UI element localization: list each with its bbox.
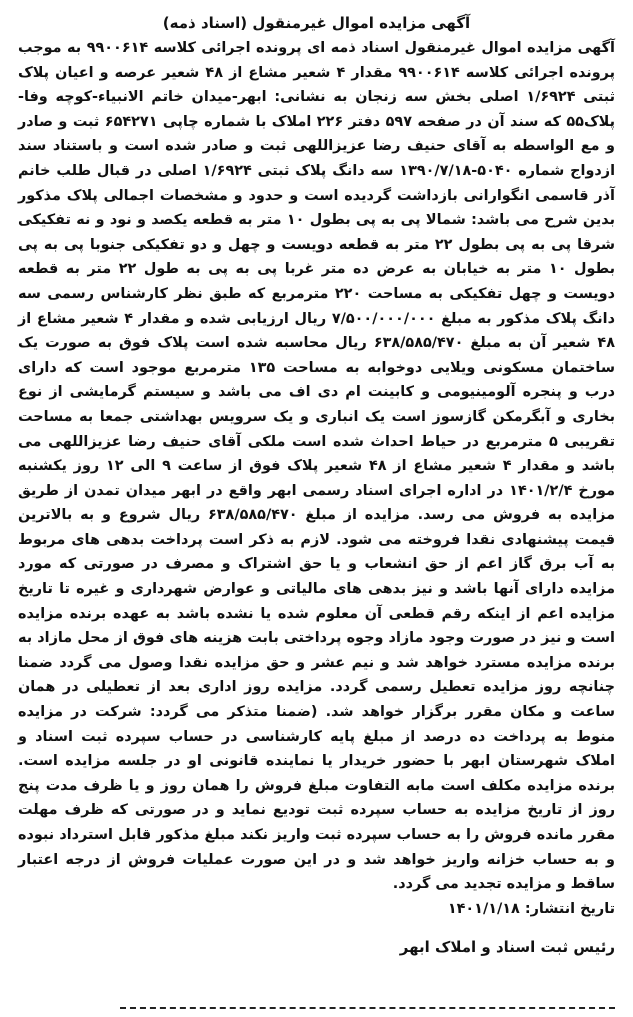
bottom-divider xyxy=(120,1007,615,1009)
notice-body: آگهی مزایده اموال غیرمنقول اسناد ذمه ای پرونده اجرائی کلاسه ۹۹۰۰۶۱۴ به موجب پرونده اجرائی کلاسه ۹۹۰۰۶۱۴ مقدار ۴ شعیر مشاع از ۴۸ شعیر عرصه و اعیان پلاک ثبتی ۱/۶۹۲۴ اصلی بخش سه زنجان به نشانی: ابهر-میدان خاتم الانبیاء-کوچه وفا-پلاک۵۵ که سند آن در صفحه ۵۹۷ دفتر ۲۲۶ املاک با شماره چاپی ۶۵۴۲۷۱ ثبت و صادر و مع الواسطه به آقای حنیف رضا عزیزاللهی ثبت و صادر شده است و باستناد سند ازدواج شماره ۵۰۴۰-۱۳۹۰/۷/۱۸ سه دانگ پلاک ثبتی ۱/۶۹۲۴ اصلی در قبال طلب خانم آذر قاسمی انگوارانی بازداشت گردیده است و حدود و مشخصات اجمالی پلاک مذکور بدین شرح می باشد: شمالا پی به پی بطول ۱۰ متر به قطعه یکصد و نود و نه تفکیکی شرقا پی به پی بطول ۲۲ متر به قطعه دویست و چهل و دو تفکیکی جنوبا پی به پی بطول ۱۰ متر به خیابان به عرض ده متر غربا پی به پی به طول ۲۲ متر به قطعه دویست و چهل تفکیکی به مساحت ۲۲۰ مترمربع که طبق نظر کارشناس رسمی سه دانگ پلاک مذکور به مبلغ ۷/۵۰۰/۰۰۰/۰۰۰ ریال ارزیابی شده و مقدار ۴ شعیر مشاع از ۴۸ شعیر آن به مبلغ ۶۳۸/۵۸۵/۴۷۰ ریال محاسبه شده است پلاک فوق به صورت یک ساختمان مسکونی ویلایی دوخوابه به مساحت ۱۳۵ مترمربع موجود است که دارای درب و پنجره آلومینیومی و کابینت ام دی اف می باشد و سیستم گرمایشی از نوع بخاری و آبگرمکن گازسوز است یک انباری و یک سرویس بهداشتی جمعا به مساحت تقریبی ۵ مترمربع در حیاط احداث شده است ملکی آقای حنیف رضا عزیزاللهی می باشد و مقدار ۴ شعیر مشاع از ۴۸ شعیر پلاک فوق از ساعت ۹ الی ۱۲ روز یکشنبه مورخ ۱۴۰۱/۲/۴ در اداره اجرای اسناد رسمی ابهر واقع در ابهر میدان تمدن از طریق مزایده به فروش می رسد. مزایده از مبلغ ۶۳۸/۵۸۵/۴۷۰ ریال شروع و به بالاترین قیمت پیشنهادی نقدا فروخته می شود. لازم به ذکر است پرداخت بدهی های مربوط به آب برق گاز اعم از حق انشعاب و یا حق اشتراک و مصرف در صورتی که مورد مزایده دارای آنها باشد و نیز بدهی های مالیاتی و عوارض شهرداری و غیره تا تاریخ مزایده اعم از اینکه رقم قطعی آن معلوم شده یا نشده باشد به عهده برنده مزایده است و نیز در صورت وجود مازاد وجوه پرداختی بابت هزینه های فوق از محل مازاد به برنده مزایده مسترد خواهد شد و نیم عشر و حق مزایده نقدا وصول می گردد ضمنا چنانچه روز مزایده تعطیل رسمی گردد. مزایده روز اداری بعد از تعطیلی در همان ساعت و مکان مقرر برگزار خواهد شد. (ضمنا متذکر می گردد: شرکت در مزایده منوط به پرداخت ده درصد از مبلغ پایه کارشناسی در حساب سپرده ثبت اسناد و املاک شهرستان ابهر با حضور خریدار یا نماینده قانونی او در جلسه مزایده است. برنده مزایده مکلف است مابه التفاوت مبلغ فروش را همان روز و یا ظرف مدت پنج روز از تاریخ مزایده به حساب سپرده ثبت تودیع نماید و در صورتی که ظرف مهلت مقرر مانده فروش را به حساب سپرده ثبت واریز نکند مبلغ مذکور قابل استرداد نبوده و به حساب خزانه واریز خواهد شد و در این صورت عملیات فروش از درجه اعتبار ساقط و مزایده تجدید می گردد. xyxy=(18,40,616,893)
notice-title: آگهی مزایده اموال غیرمنقول (اسناد ذمه) xyxy=(162,14,471,32)
publication-date: تاریخ انتشار: ۱۴۰۱/۱/۱۸ xyxy=(447,900,615,917)
signature-line: رئیس ثبت اسناد و املاک ابهر xyxy=(399,937,615,956)
